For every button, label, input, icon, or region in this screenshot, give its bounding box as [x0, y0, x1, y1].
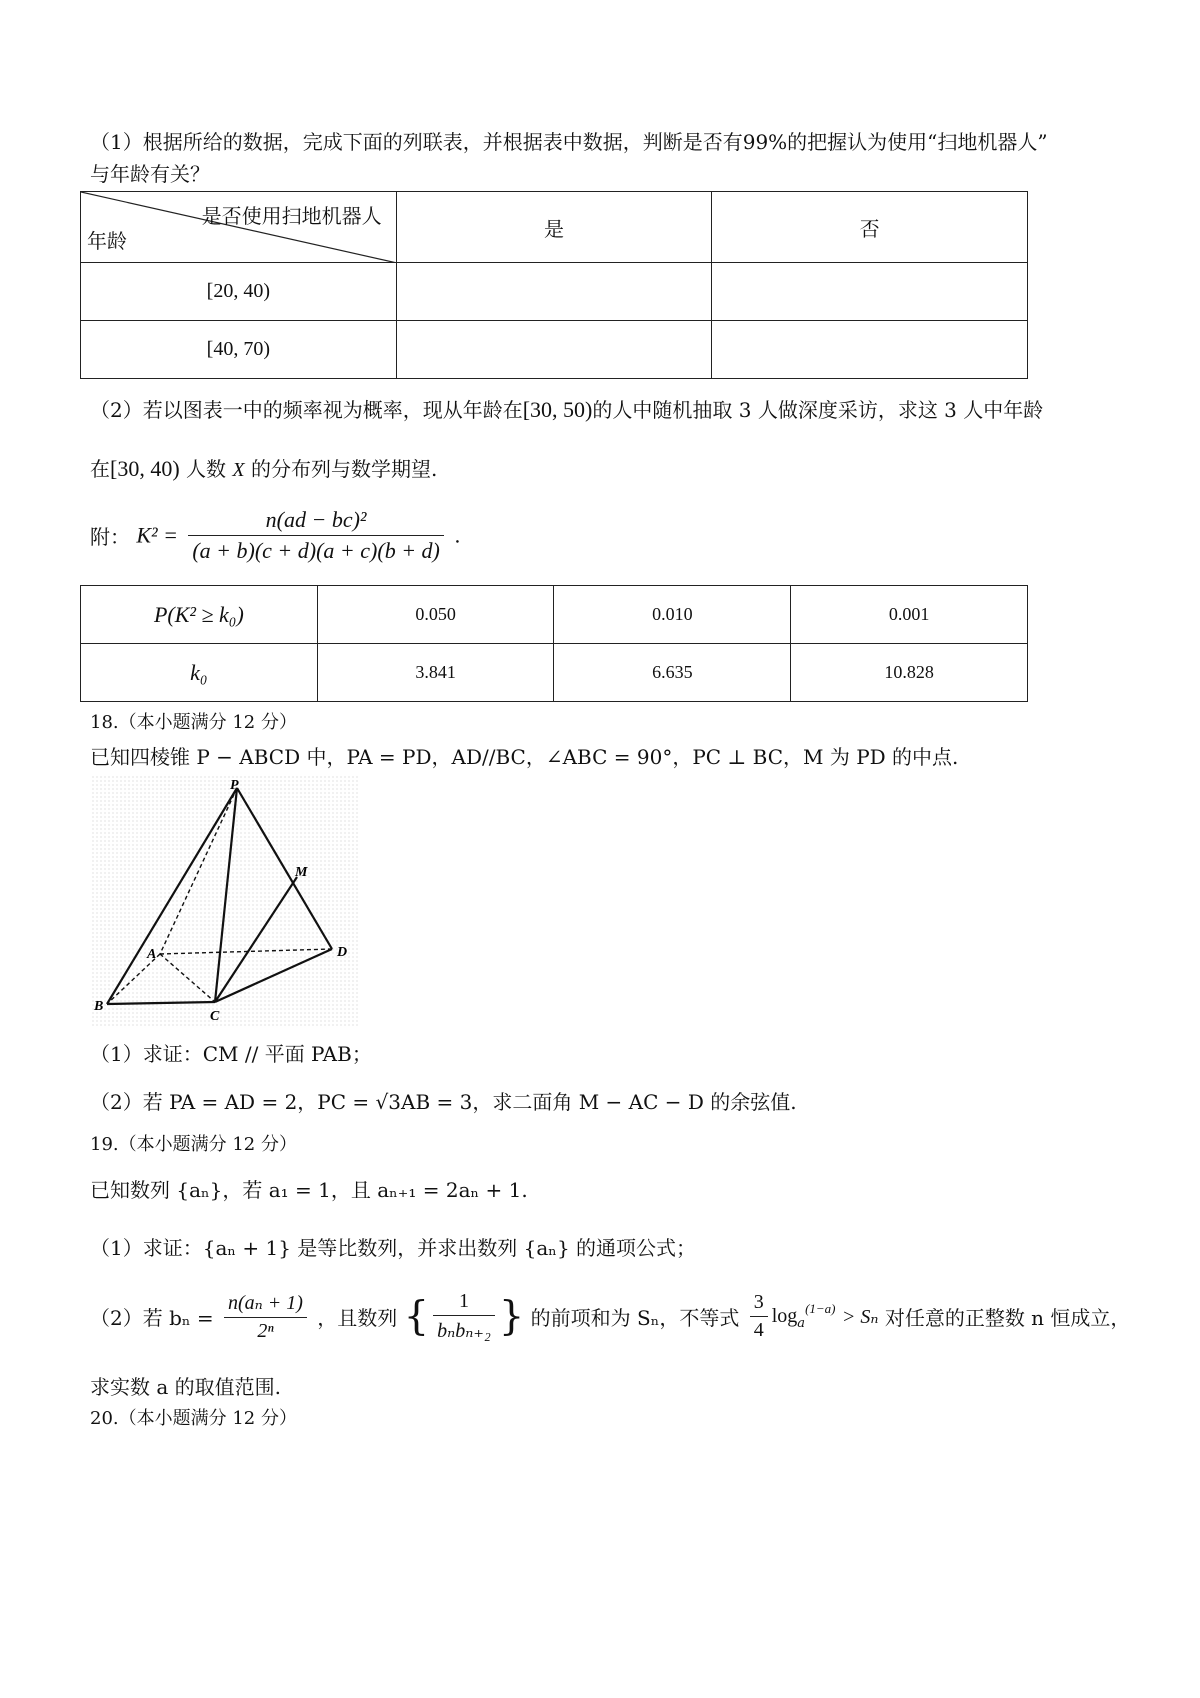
label-a: A: [147, 947, 157, 962]
q19-part2-line1: [90, 1290, 1131, 1343]
cell-empty: [712, 263, 1028, 321]
inequality-rhs: > Sₙ: [841, 1306, 879, 1328]
seq-fraction: [433, 1290, 495, 1343]
bn-numerator: n(aₙ + 1): [224, 1290, 307, 1318]
formula-lhs: K² =: [136, 522, 178, 548]
k-value: 3.841: [317, 644, 554, 702]
appendix-label: 附：: [90, 525, 130, 549]
q18-header: 18.（本小题满分 12 分）: [90, 712, 297, 733]
q18-stem: 已知四棱锥 P − ABCD 中，PA = PD，AD//BC，∠ABC = 90°，PC ⊥ BC，M 为 PD 的中点.: [90, 745, 959, 769]
diag-header-top: 是否使用扫地机器人: [201, 204, 382, 228]
k-squared-formula: [90, 507, 1110, 564]
q18-part2: （2）若 PA = AD = 2，PC = √3AB = 3，求二面角 M − AC − D 的余弦值.: [90, 1090, 797, 1114]
bn-denominator: 2ⁿ: [257, 1320, 274, 1342]
q19-part2-prefix: （2）若 bₙ =: [90, 1306, 214, 1330]
q17-part2-text-c: 在: [90, 457, 110, 481]
row-label-40-70: [40, 70): [81, 321, 397, 379]
pyramid-figure: [92, 776, 360, 1026]
q19-part2-tail: 对任意的正整数 n 恒成立，: [884, 1306, 1131, 1330]
formula-denominator: (a + b)(c + d)(a + c)(b + d): [192, 538, 440, 563]
label-c: C: [210, 1009, 220, 1024]
q17-part2-text-d: 人数: [186, 457, 227, 481]
col-header-yes: 是: [396, 192, 712, 263]
range-30-50: [30, 50): [522, 397, 593, 422]
k-value: 6.635: [554, 644, 791, 702]
left-brace: {: [403, 1293, 430, 1340]
q19-part2-mid2: 的前项和为 Sₙ，不等式: [530, 1306, 740, 1330]
formula-end: .: [454, 523, 461, 548]
seq-denominator: bₙbₙ₊₂: [437, 1320, 491, 1342]
row-label-20-40: [20, 40): [81, 263, 397, 321]
label-p: P: [230, 778, 239, 793]
cell-empty: [396, 263, 712, 321]
p-value: 0.010: [554, 586, 791, 644]
log-base: a: [797, 1316, 806, 1331]
range-30-40: [30, 40): [110, 456, 180, 481]
critical-value-table: [80, 585, 1028, 702]
p-value: 0.001: [791, 586, 1028, 644]
q19-header: 19.（本小题满分 12 分）: [90, 1134, 297, 1155]
label-d: D: [337, 945, 348, 960]
seq-numerator: 1: [433, 1290, 495, 1316]
q17-part1-line2: 与年龄有关？: [90, 162, 210, 186]
q19-part1: （1）求证：{aₙ + 1} 是等比数列，并求出数列 {aₙ} 的通项公式；: [90, 1236, 697, 1260]
formula-numerator: n(ad − bc)²: [188, 507, 444, 536]
p-row-label: P(K² ≥ k₀): [81, 586, 318, 644]
p-value: 0.050: [317, 586, 554, 644]
q17-part2-line1: [90, 396, 1110, 424]
ineq-numerator: 3: [750, 1291, 768, 1317]
label-m: M: [295, 865, 308, 880]
q17-part2-text-a: （2）若以图表一中的频率视为概率，现从年龄在: [90, 398, 523, 422]
formula-fraction: [188, 507, 444, 564]
q17-part1-line1: （1）根据所给的数据，完成下面的列联表，并根据表中数据，判断是否有99%的把握认为使用“扫地机器人”: [90, 130, 1048, 154]
cell-empty: [396, 321, 712, 379]
q20-header: 20.（本小题满分 12 分）: [90, 1408, 297, 1429]
q19-part2-mid: ，且数列: [317, 1306, 398, 1330]
diagonal-header-cell: [81, 192, 397, 263]
k-value: 10.828: [791, 644, 1028, 702]
cell-empty: [712, 321, 1028, 379]
variable-x: X: [232, 459, 245, 481]
q17-part2-line2: [90, 455, 1110, 484]
bn-fraction: [224, 1290, 307, 1343]
q17-part2-text-b: 的人中随机抽取 3 人做深度采访，求这 3 人中年龄: [592, 398, 1044, 422]
right-brace: }: [498, 1293, 525, 1340]
diag-header-bottom: 年龄: [87, 229, 127, 253]
ineq-denominator: 4: [753, 1319, 764, 1341]
log-symbol: log: [771, 1305, 798, 1327]
contingency-table: [80, 191, 1028, 379]
q17-part2-text-e: 的分布列与数学期望.: [250, 457, 438, 481]
log-exponent: (1−a): [805, 1301, 836, 1316]
label-b: B: [94, 999, 104, 1014]
col-header-no: 否: [712, 192, 1028, 263]
k-row-label: k₀: [81, 644, 318, 702]
q19-part2-line2: 求实数 a 的取值范围.: [90, 1375, 281, 1399]
three-quarters-fraction: [750, 1291, 768, 1342]
q18-part1: （1）求证：CM // 平面 PAB；: [90, 1042, 372, 1066]
q19-stem: 已知数列 {aₙ}，若 a₁ = 1，且 aₙ₊₁ = 2aₙ + 1.: [90, 1178, 528, 1202]
